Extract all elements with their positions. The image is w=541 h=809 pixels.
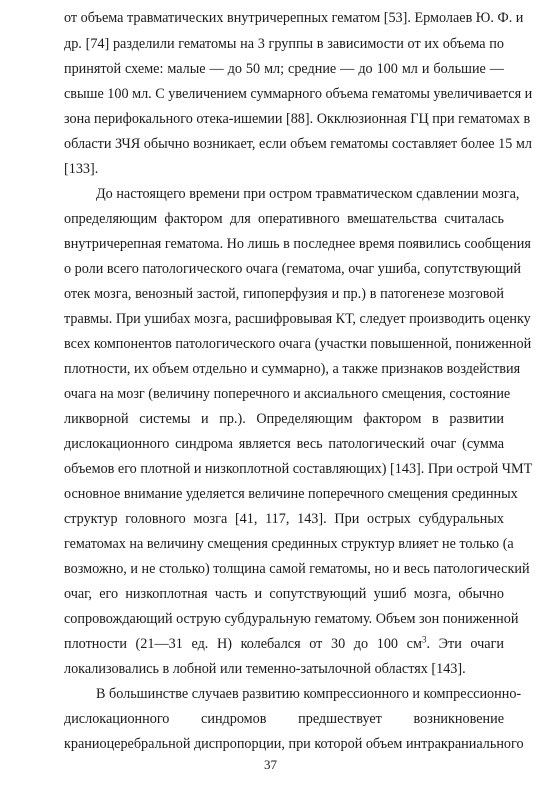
text-line: свыше 100 мл. С увеличением суммарного объема гематомы увеличивается и [64,86,533,102]
text-line: До настоящего времени при остром травматическом сдавлении мозга, [96,186,520,202]
text-line: от объема травматических внутричерепных гематом [53]. Ермолаев Ю. Ф. и [64,10,524,26]
text-line: принятой схеме: малые — до 50 мл; средние — до 100 мл и большие — [64,61,504,77]
text-line: дислокационного синдромов предшествует возникновение [64,711,504,727]
text-line: структур головного мозга [41, 117, 143]. При острых субдуральных [64,511,504,527]
text-line: сопровождающий острую субдуральную гематому. Объем зон пониженной [64,611,519,627]
page-number: 37 [264,757,277,772]
text-line: всех компонентов патологического очага (участки повышенной, пониженной [64,336,532,352]
text-segment: . Эти очаги [426,636,505,652]
text-line: травмы. При ушибах мозга, расшифровывая КТ, следует производить оценку [64,311,531,327]
text-line: очаг, его низкоплотная часть и сопутствующий ушиб мозга, обычно [64,586,504,602]
text-line: [133]. [64,161,99,177]
text-segment: плотности (21—31 ед. Н) колебался от 30 до 100 см [64,636,422,652]
text-line: краниоцеребральной диспропорции, при которой объем интракраниального [64,736,524,752]
text-line: определяющим фактором для оперативного вмешательства считалась [64,211,504,227]
text-line: плотности, их объем отдельно и суммарно), а также признаков воздействия [64,361,521,377]
text-line: дислокационного синдрома является весь патологический очаг (сумма [64,436,504,452]
superscript-cubic: 3 [421,634,427,645]
text-line: основное внимание уделяется величине поперечного смещения срединных [64,486,518,502]
text-line: ликворной системы и пр.). Определяющим фактором в развитии [64,411,504,427]
text-line: отек мозга, венозный застой, гипоперфузия и пр.) в патогенезе мозговой [64,286,504,302]
text-line: очага на мозг (величину поперечного и аксиального смещения, состояние [64,386,511,402]
text-line: зона перифокального отека-ишемии [88]. Окклюзионная ГЦ при гематомах в [64,111,531,127]
text-line: области ЗЧЯ обычно возникает, если объем гематомы составляет более 15 мл [64,136,532,152]
text-line: В большинстве случаев развитию компрессионного и компрессионно- [96,686,522,702]
text-line: локализовались в лобной или теменно-затылочной областях [143]. [64,661,466,677]
text-line: о роли всего патологического очага (гематома, очаг ушиба, сопутствующий [64,261,521,277]
text-line-with-superscript [64,634,504,654]
text-line: внутричерепная гематома. Но лишь в последнее время появились сообщения [64,236,531,252]
text-line: др. [74] разделили гематомы на 3 группы в зависимости от их объема по [64,36,504,52]
text-line: объемов его плотной и низкоплотной составляющих) [143]. При острой ЧМТ [64,461,533,477]
text-line: возможно, и не столько) толщина самой гематомы, но и весь патологический [64,561,530,577]
text-line: гематомах на величину смещения срединных структур влияет не только (а [64,536,514,552]
